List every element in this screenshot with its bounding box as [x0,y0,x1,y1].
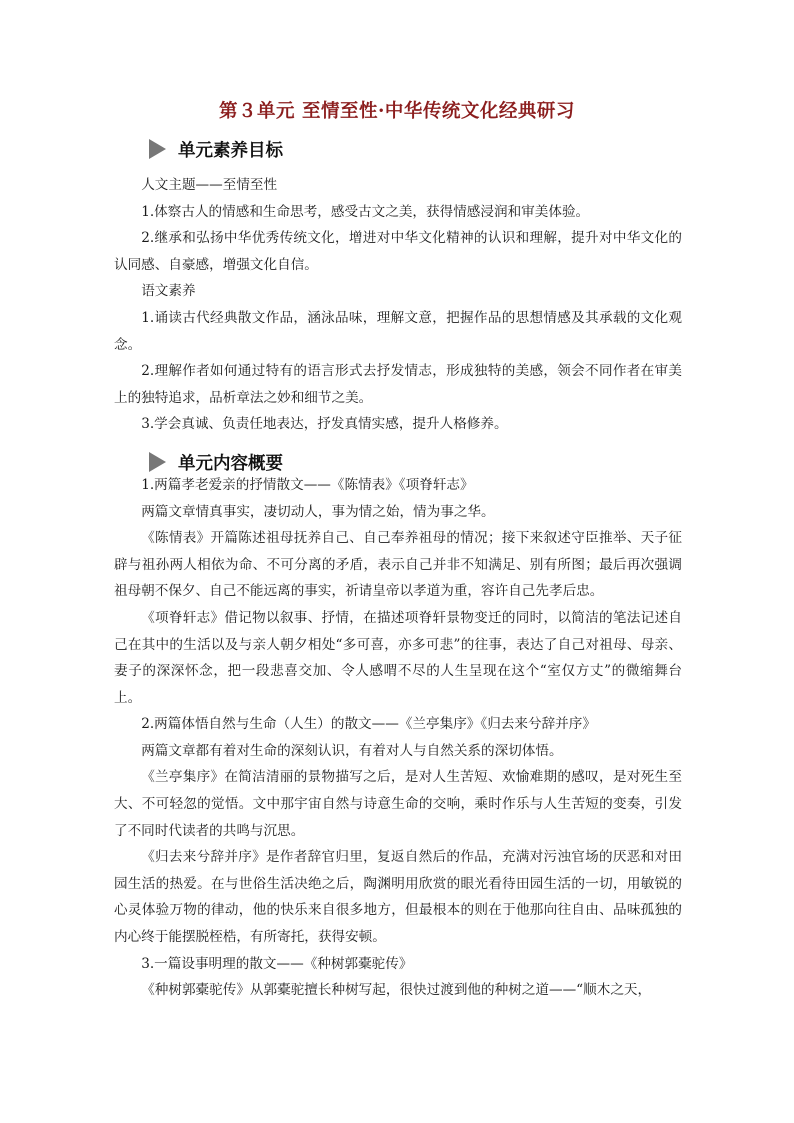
paragraph: 《项脊轩志》借记物以叙事、抒情，在描述项脊轩景物变迁的同时，以简洁的笔法记述自己在其中的生活以及与亲人朝夕相处“多可喜，亦多可悲”的往事，表达了自己对祖母、母亲、妻子的深深怀念，把一段悲喜交加、令人感喟不尽的人生呈现在这个“室仅方丈”的微缩舞台上。 [114,609,682,706]
paragraph: 语文素养 [141,283,196,300]
paragraph: 两篇文章情真事实，凄切动人，事为情之始，情为事之华。 [141,503,495,520]
paragraph: 《归去来兮辞并序》是作者辞官归里，复返自然后的作品，充满对污浊官场的厌恶和对田园生活的热爱。在与世俗生活决绝之后，陶渊明用欣赏的眼光看待田园生活的一切，用敏锐的心灵体验万物的律动，他的快乐来自很多地方，但最根本的则在于他那向往自由、品味孤独的内心终于能摆脱桎梏，有所寄托，获得安顿。 [114,849,682,946]
paragraph: 1.体察古人的情感和生命思考，感受古文之美，获得情感浸润和审美体验。 [141,203,590,220]
paragraph: 1.诵读古代经典散文作品，涵泳品味，理解文意，把握作品的思想情感及其承载的文化观念。 [114,309,682,353]
section-heading-text: 单元内容概要 [178,453,283,474]
section-heading-text: 单元素养目标 [178,140,283,161]
paragraph: 《陈情表》开篇陈述祖母抚养自己、自己奉养祖母的情况；接下来叙述守臣推举、天子征辟与祖孙两人相依为命、不可分离的矛盾，表示自己并非不知满足、别有所图；最后再次强调祖母朝不保夕、自己不能远离的事实，祈请皇帝以孝道为重，容许自己先孝后忠。 [114,530,682,600]
paragraph: 《兰亭集序》在简洁清丽的景物描写之后，是对人生苦短、欢愉难期的感叹，是对死生至大、不可轻忽的觉悟。文中那宇宙自然与诗意生命的交响，乘时作乐与人生苦短的变奏，引发了不同时代读者的共鸣与沉思。 [114,769,682,839]
paragraph: 2.理解作者如何通过特有的语言形式去抒发情志，形成独特的美感，领会不同作者在审美上的独特追求，品析章法之妙和细节之美。 [114,363,682,406]
paragraph: 2.两篇体悟自然与生命（人生）的散文——《兰亭集序》《归去来兮辞并序》 [141,716,596,733]
section-heading-overview [149,450,283,474]
paragraph: 3.学会真诚、负责任地表达，抒发真情实感，提升人格修养。 [141,416,508,433]
paragraph: 1.两篇孝老爱亲的抒情散文——《陈情表》《项脊轩志》 [141,476,474,493]
page-title: 第３单元 至情至性·中华传统文化经典研习 [219,101,575,122]
paragraph: 人文主题——至情至性 [141,177,278,193]
section-heading-goals [149,137,283,161]
document-body [114,172,682,1004]
paragraph: 3.一篇设事明理的散文——《种树郭橐驼传》 [141,955,413,972]
paragraph: 《种树郭橐驼传》从郭橐驼擅长种树写起，很快过渡到他的种树之道——“顺木之天， [141,982,652,999]
paragraph: 2.继承和弘扬中华优秀传统文化，增进对中华文化精神的认识和理解，提升对中华文化的认同感、自豪感，增强文化自信。 [114,230,682,273]
triangle-bullet-icon [149,139,166,159]
paragraph: 两篇文章都有着对生命的深刻认识，有着对人与自然关系的深切体悟。 [141,742,563,759]
triangle-bullet-icon [149,452,166,472]
